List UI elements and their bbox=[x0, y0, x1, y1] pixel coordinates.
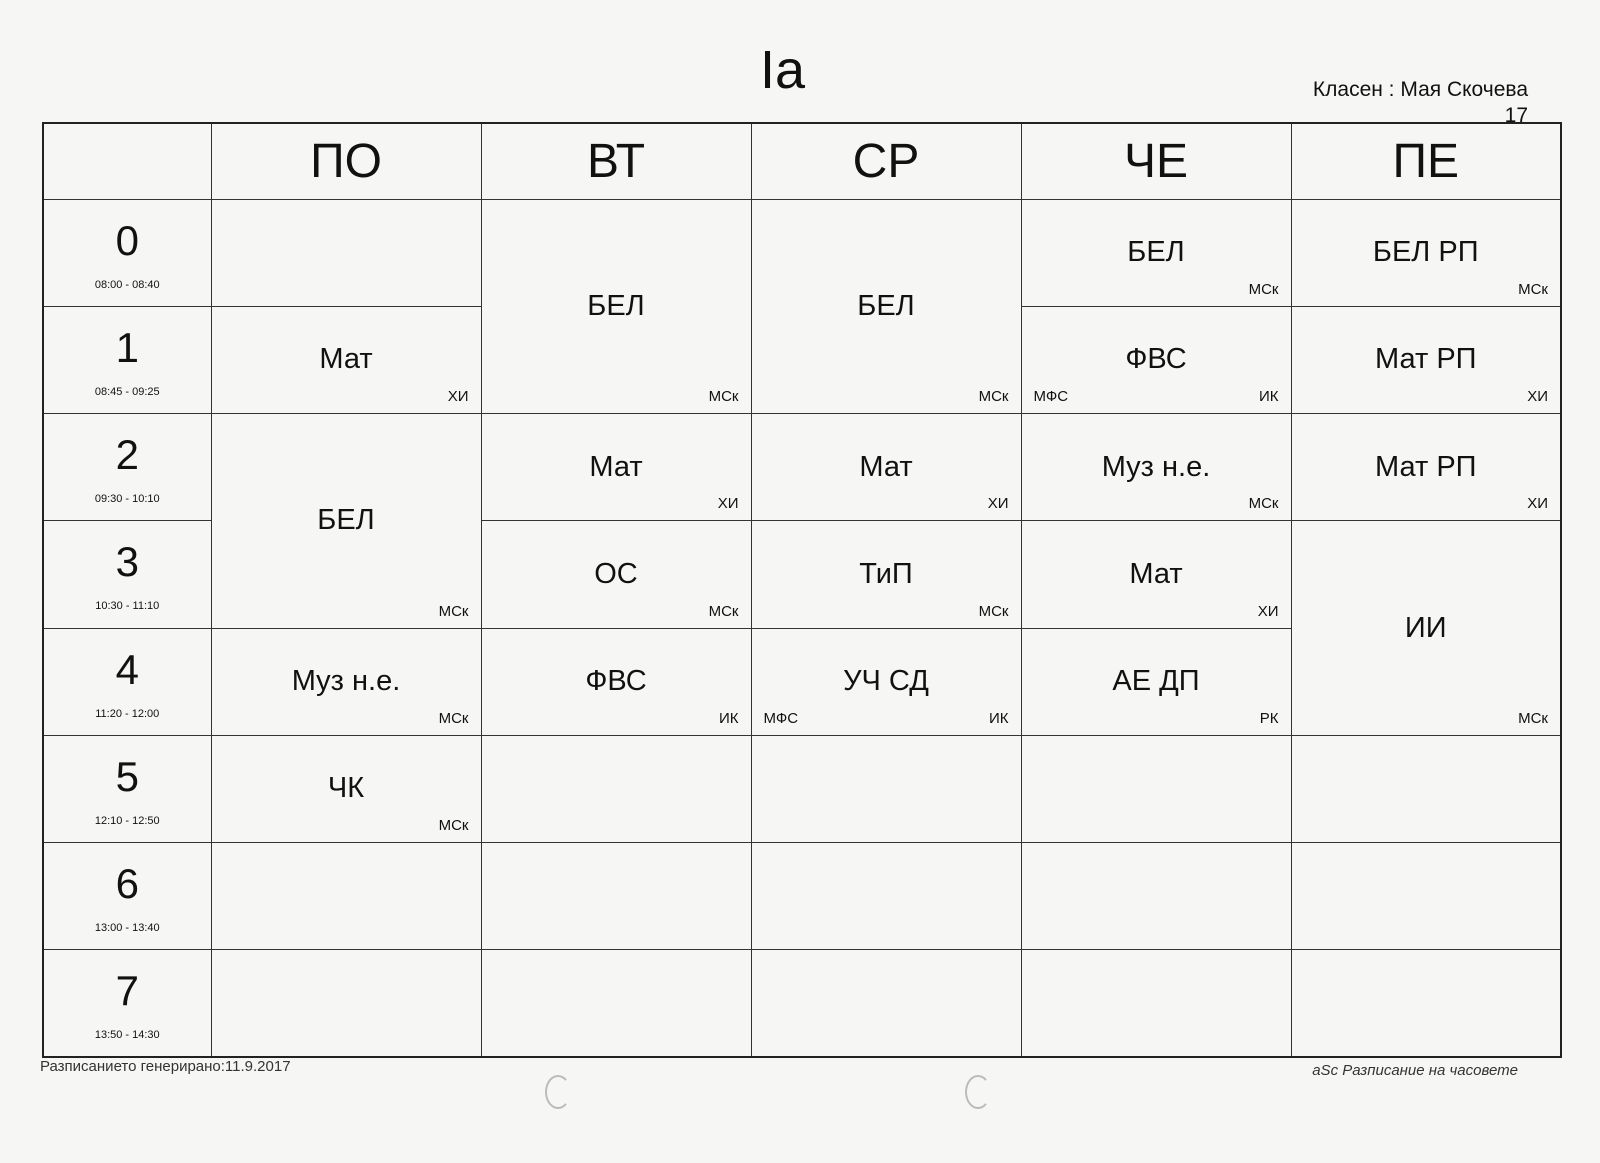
lesson-teacher: ХИ bbox=[447, 388, 469, 406]
lesson-cell bbox=[211, 306, 481, 413]
lesson-empty bbox=[211, 199, 481, 306]
lesson-empty bbox=[751, 842, 1021, 949]
lesson-cell bbox=[211, 628, 481, 735]
lesson-teacher: ИК bbox=[988, 709, 1009, 727]
period-row-7 bbox=[43, 950, 1561, 1057]
day-label: ВТ bbox=[586, 134, 646, 188]
period-row-6 bbox=[43, 842, 1561, 949]
day-header-mon bbox=[211, 123, 481, 199]
lesson-empty bbox=[1021, 950, 1291, 1057]
lesson-subject: БЕЛ bbox=[857, 289, 915, 322]
lesson-empty bbox=[1021, 842, 1291, 949]
timetable-grid bbox=[42, 122, 1562, 1058]
day-label: ПО bbox=[310, 134, 382, 188]
lesson-cell bbox=[1291, 199, 1561, 306]
period-number: 0 bbox=[115, 216, 139, 264]
lesson-teacher: МСк bbox=[438, 816, 469, 834]
lesson-subject: БЕЛ РП bbox=[1372, 236, 1479, 269]
period-number: 7 bbox=[115, 967, 139, 1015]
lesson-subject: Муз н.е. bbox=[291, 665, 401, 698]
lesson-subject: БЕЛ bbox=[1127, 236, 1185, 269]
lesson-empty bbox=[751, 950, 1021, 1057]
lesson-cell bbox=[211, 735, 481, 842]
period-cell bbox=[43, 414, 211, 521]
lesson-cell bbox=[481, 521, 751, 628]
lesson-subject: ИИ bbox=[1404, 611, 1447, 644]
lesson-subject: Мат РП bbox=[1375, 450, 1477, 483]
lesson-cell bbox=[1291, 414, 1561, 521]
day-header-row bbox=[43, 123, 1561, 199]
lesson-subject: ФВС bbox=[585, 665, 647, 698]
lesson-cell bbox=[751, 521, 1021, 628]
lesson-teacher: ХИ bbox=[1257, 602, 1279, 620]
lesson-teacher: ИК bbox=[1258, 388, 1279, 406]
period-time: 10:30 - 11:10 bbox=[95, 600, 160, 613]
lesson-empty bbox=[481, 950, 751, 1057]
lesson-empty bbox=[211, 842, 481, 949]
lesson-cell bbox=[1021, 306, 1291, 413]
punch-hole-mark bbox=[545, 1075, 571, 1109]
lesson-empty bbox=[751, 735, 1021, 842]
lesson-teacher: РК bbox=[1259, 709, 1279, 727]
lesson-teacher: МСк bbox=[1248, 495, 1279, 513]
software-credit: aSc Разписание на часовете bbox=[1312, 1062, 1518, 1079]
period-cell bbox=[43, 735, 211, 842]
lesson-cell bbox=[1021, 414, 1291, 521]
period-time: 08:00 - 08:40 bbox=[94, 278, 160, 291]
period-cell bbox=[43, 628, 211, 735]
lesson-cell bbox=[481, 628, 751, 735]
lesson-empty bbox=[211, 950, 481, 1057]
lesson-subject: Мат bbox=[859, 450, 913, 483]
period-cell bbox=[43, 842, 211, 949]
day-label: СР bbox=[852, 134, 920, 188]
generated-date: Разписанието генерирано:11.9.2017 bbox=[40, 1058, 291, 1075]
lesson-cell bbox=[481, 414, 751, 521]
lesson-subject: Мат РП bbox=[1375, 343, 1477, 376]
lesson-subject: Мат bbox=[589, 450, 643, 483]
lesson-teacher: ХИ bbox=[1527, 388, 1548, 406]
lesson-teacher: МСк bbox=[1248, 280, 1279, 298]
lesson-teacher: МСк bbox=[708, 602, 739, 620]
period-number: 6 bbox=[115, 860, 139, 908]
period-time: 11:20 - 12:00 bbox=[95, 707, 160, 720]
lesson-subject: БЕЛ bbox=[587, 289, 645, 322]
lesson-teacher-secondary: МФС bbox=[763, 709, 799, 727]
lesson-teacher: МСк bbox=[1518, 280, 1548, 298]
lesson-cell bbox=[481, 199, 751, 413]
period-number: 5 bbox=[115, 752, 139, 800]
day-label: ПЕ bbox=[1392, 134, 1459, 188]
period-number: 4 bbox=[115, 645, 139, 693]
lesson-empty bbox=[1291, 735, 1561, 842]
period-cell bbox=[43, 521, 211, 628]
period-number: 2 bbox=[115, 431, 139, 479]
period-number: 3 bbox=[115, 538, 139, 586]
lesson-teacher: ИК bbox=[718, 709, 739, 727]
lesson-cell bbox=[1021, 521, 1291, 628]
lesson-teacher: ХИ bbox=[987, 495, 1009, 513]
period-time: 13:00 - 13:40 bbox=[94, 922, 160, 935]
lesson-cell bbox=[751, 414, 1021, 521]
period-row-5 bbox=[43, 735, 1561, 842]
lesson-teacher: МСк bbox=[1518, 709, 1548, 727]
lesson-teacher: МСк bbox=[978, 388, 1009, 406]
lesson-cell bbox=[751, 199, 1021, 413]
period-cell bbox=[43, 306, 211, 413]
lesson-subject: ТиП bbox=[859, 557, 913, 590]
lesson-subject: ОС bbox=[594, 557, 638, 590]
day-header-tue bbox=[481, 123, 751, 199]
class-title: Ia bbox=[760, 40, 806, 100]
day-label: ЧЕ bbox=[1123, 134, 1188, 188]
corner-cell bbox=[43, 123, 211, 199]
period-number: 1 bbox=[115, 323, 139, 371]
lesson-teacher: МСк bbox=[978, 602, 1009, 620]
lesson-subject: ФВС bbox=[1125, 343, 1187, 376]
lesson-teacher: МСк bbox=[438, 709, 469, 727]
lesson-subject: Мат bbox=[1129, 557, 1183, 590]
period-row-0 bbox=[43, 199, 1561, 306]
lesson-teacher-secondary: МФС bbox=[1033, 388, 1069, 406]
period-cell bbox=[43, 199, 211, 306]
lesson-cell bbox=[211, 414, 481, 628]
lesson-teacher: МСк bbox=[708, 388, 739, 406]
period-time: 13:50 - 14:30 bbox=[94, 1029, 160, 1042]
lesson-teacher: МСк bbox=[438, 602, 469, 620]
lesson-cell bbox=[1291, 521, 1561, 735]
period-cell bbox=[43, 950, 211, 1057]
lesson-cell bbox=[1291, 306, 1561, 413]
lesson-subject: Мат bbox=[319, 343, 373, 376]
lesson-subject: ЧК bbox=[327, 772, 365, 805]
lesson-subject: УЧ СД bbox=[843, 665, 929, 698]
period-time: 09:30 - 10:10 bbox=[94, 493, 160, 506]
page-number: 17 bbox=[1504, 104, 1528, 127]
lesson-empty bbox=[1291, 950, 1561, 1057]
lesson-subject: Муз н.е. bbox=[1101, 450, 1211, 483]
lesson-cell bbox=[1021, 628, 1291, 735]
day-header-fri bbox=[1291, 123, 1561, 199]
class-teacher: Класен : Мая Скочева bbox=[1312, 78, 1528, 101]
period-row-2 bbox=[43, 414, 1561, 521]
lesson-teacher: ХИ bbox=[717, 495, 739, 513]
day-header-thu bbox=[1021, 123, 1291, 199]
lesson-subject: АЕ ДП bbox=[1112, 665, 1200, 698]
lesson-subject: БЕЛ bbox=[317, 504, 375, 537]
lesson-empty bbox=[481, 735, 751, 842]
lesson-teacher: ХИ bbox=[1527, 495, 1548, 513]
period-time: 12:10 - 12:50 bbox=[94, 814, 160, 827]
lesson-empty bbox=[1021, 735, 1291, 842]
lesson-empty bbox=[1291, 842, 1561, 949]
lesson-empty bbox=[481, 842, 751, 949]
day-header-wed bbox=[751, 123, 1021, 199]
lesson-cell bbox=[1021, 199, 1291, 306]
period-time: 08:45 - 09:25 bbox=[94, 385, 160, 398]
lesson-cell bbox=[751, 628, 1021, 735]
punch-hole-mark bbox=[965, 1075, 991, 1109]
